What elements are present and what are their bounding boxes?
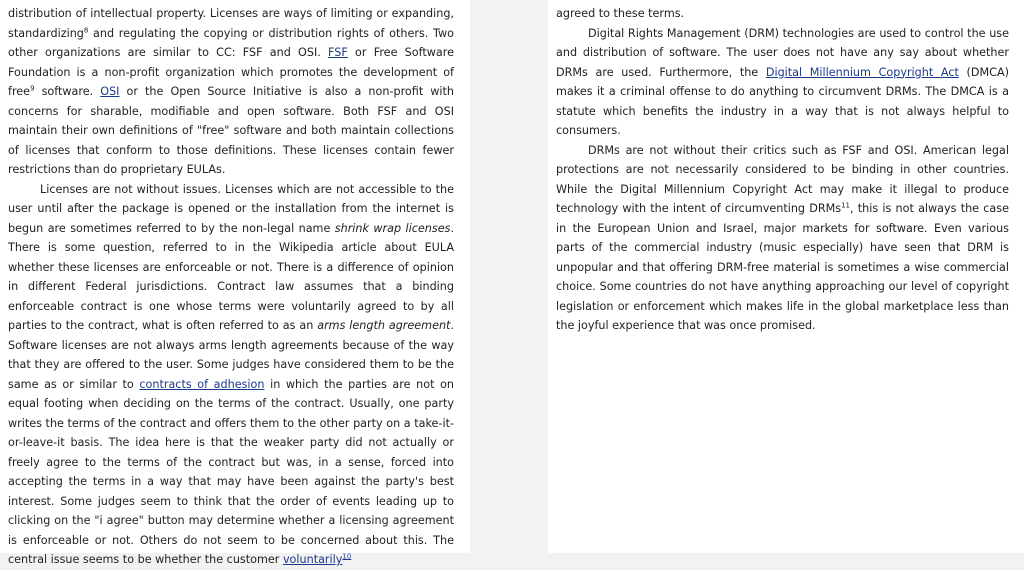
footnote-ref[interactable]: 9 <box>30 84 35 93</box>
footnote-ref[interactable]: 10 <box>342 552 352 561</box>
left-page <box>0 0 470 566</box>
paragraph: agreed to these terms. <box>556 7 685 20</box>
voluntarily-link[interactable]: voluntarily <box>282 553 343 566</box>
contracts-of-adhesion-link[interactable]: contracts of adhesion <box>139 377 265 391</box>
footnote-ref[interactable]: 8 <box>83 25 89 34</box>
osi-link[interactable]: OSI <box>100 85 120 98</box>
footnote-ref[interactable]: 11 <box>841 201 851 210</box>
paragraph: distribution of intellectual property. Licenses are ways of limiting or expanding, standardizing$^8$ and regulating the copying or distribution rights of others. Two other organizations are similar to CC: FSF and OSI. FSF or Free Software Foundation is a non-profit organization which promotes the development of free$^9$ software. OSI or the Open Source Initiative is also a non-profit with concerns for sharable, modifiable and open software. Both FSF and OSI maintain their own definitions of "free" software and both maintain collections of licenses that conform to those definitions. These licenses contain fewer restrictions than do proprietary EULAs. <box>8 7 455 176</box>
dmca-link[interactable]: Digital Millennium Copyright Act <box>765 65 959 79</box>
paragraph: Licenses are not without issues. Licenses which are not accessible to the user until after the package is opened or the installation from the internet is begun are sometimes referred to by the non-legal name shrink wrap licenses. There is some question, referred to in the Wikipedia article about EULA whether these licenses are enforceable or not. There is a difference of opinion in different Federal jurisdictions. Contract law assumes that a binding enforceable contract is one whose terms were voluntarily agreed to by all parties to the contract, what is often referred to as an arms length agreement. Software licenses are not always arms length agreements because of the way that they are offered to the user. Some judges have considered them to be the same as or similar to contracts of adhesion in which the parties are not on equal footing when deciding on the terms of the contract. Usually, one party writes the terms of the contract and offers them to the other party on a take-it-or-leave-it basis. The idea here is that the weaker party did not actually or freely agree to the terms of the contract but was, in a sense, forced into accepting the terms in a way that may have been against the party's best interest. Some judges seem to think that the order of events leading up to clicking on the "i agree" button may determine whether a licensing agreement is enforceable or not. Others do not seem to be concerned about this. The central issue seems to be whether the customer voluntarily$^{10}$ <box>8 182 454 566</box>
right-page <box>548 0 1024 553</box>
paragraph: DRMs are not without their critics such as FSF and OSI. American legal protections are not necessarily considered to be binding in other countries. While the Digital Millennium Copyright Act may make it illegal to produce technology with the intent of circumventing DRMs$^{11}$, this is not always the case in the European Union and Israel, major markets for software. Even various parts of the commercial industry (music especially) have seen that DRM is unpopular and that offering DRM-free material is sometimes a wise commercial choice. Some countries do not have anything approaching our level of copyright legislation or enforcement which makes life in the global marketplace less than the joyful experience that was once promised. <box>556 143 1009 332</box>
paragraph: Digital Rights Management (DRM) technologies are used to control the use and distribution of software. The user does not have any say about whether DRMs are used. Furthermore, the Digital Millennium Copyright Act (DMCA) makes it a criminal offense to do anything to circumvent DRMs. The DMCA is a statute which benefits the industry in a way that is not always helpful to consumers. <box>556 26 1009 137</box>
page-gutter <box>470 0 548 553</box>
fsf-link[interactable]: FSF <box>328 46 348 59</box>
